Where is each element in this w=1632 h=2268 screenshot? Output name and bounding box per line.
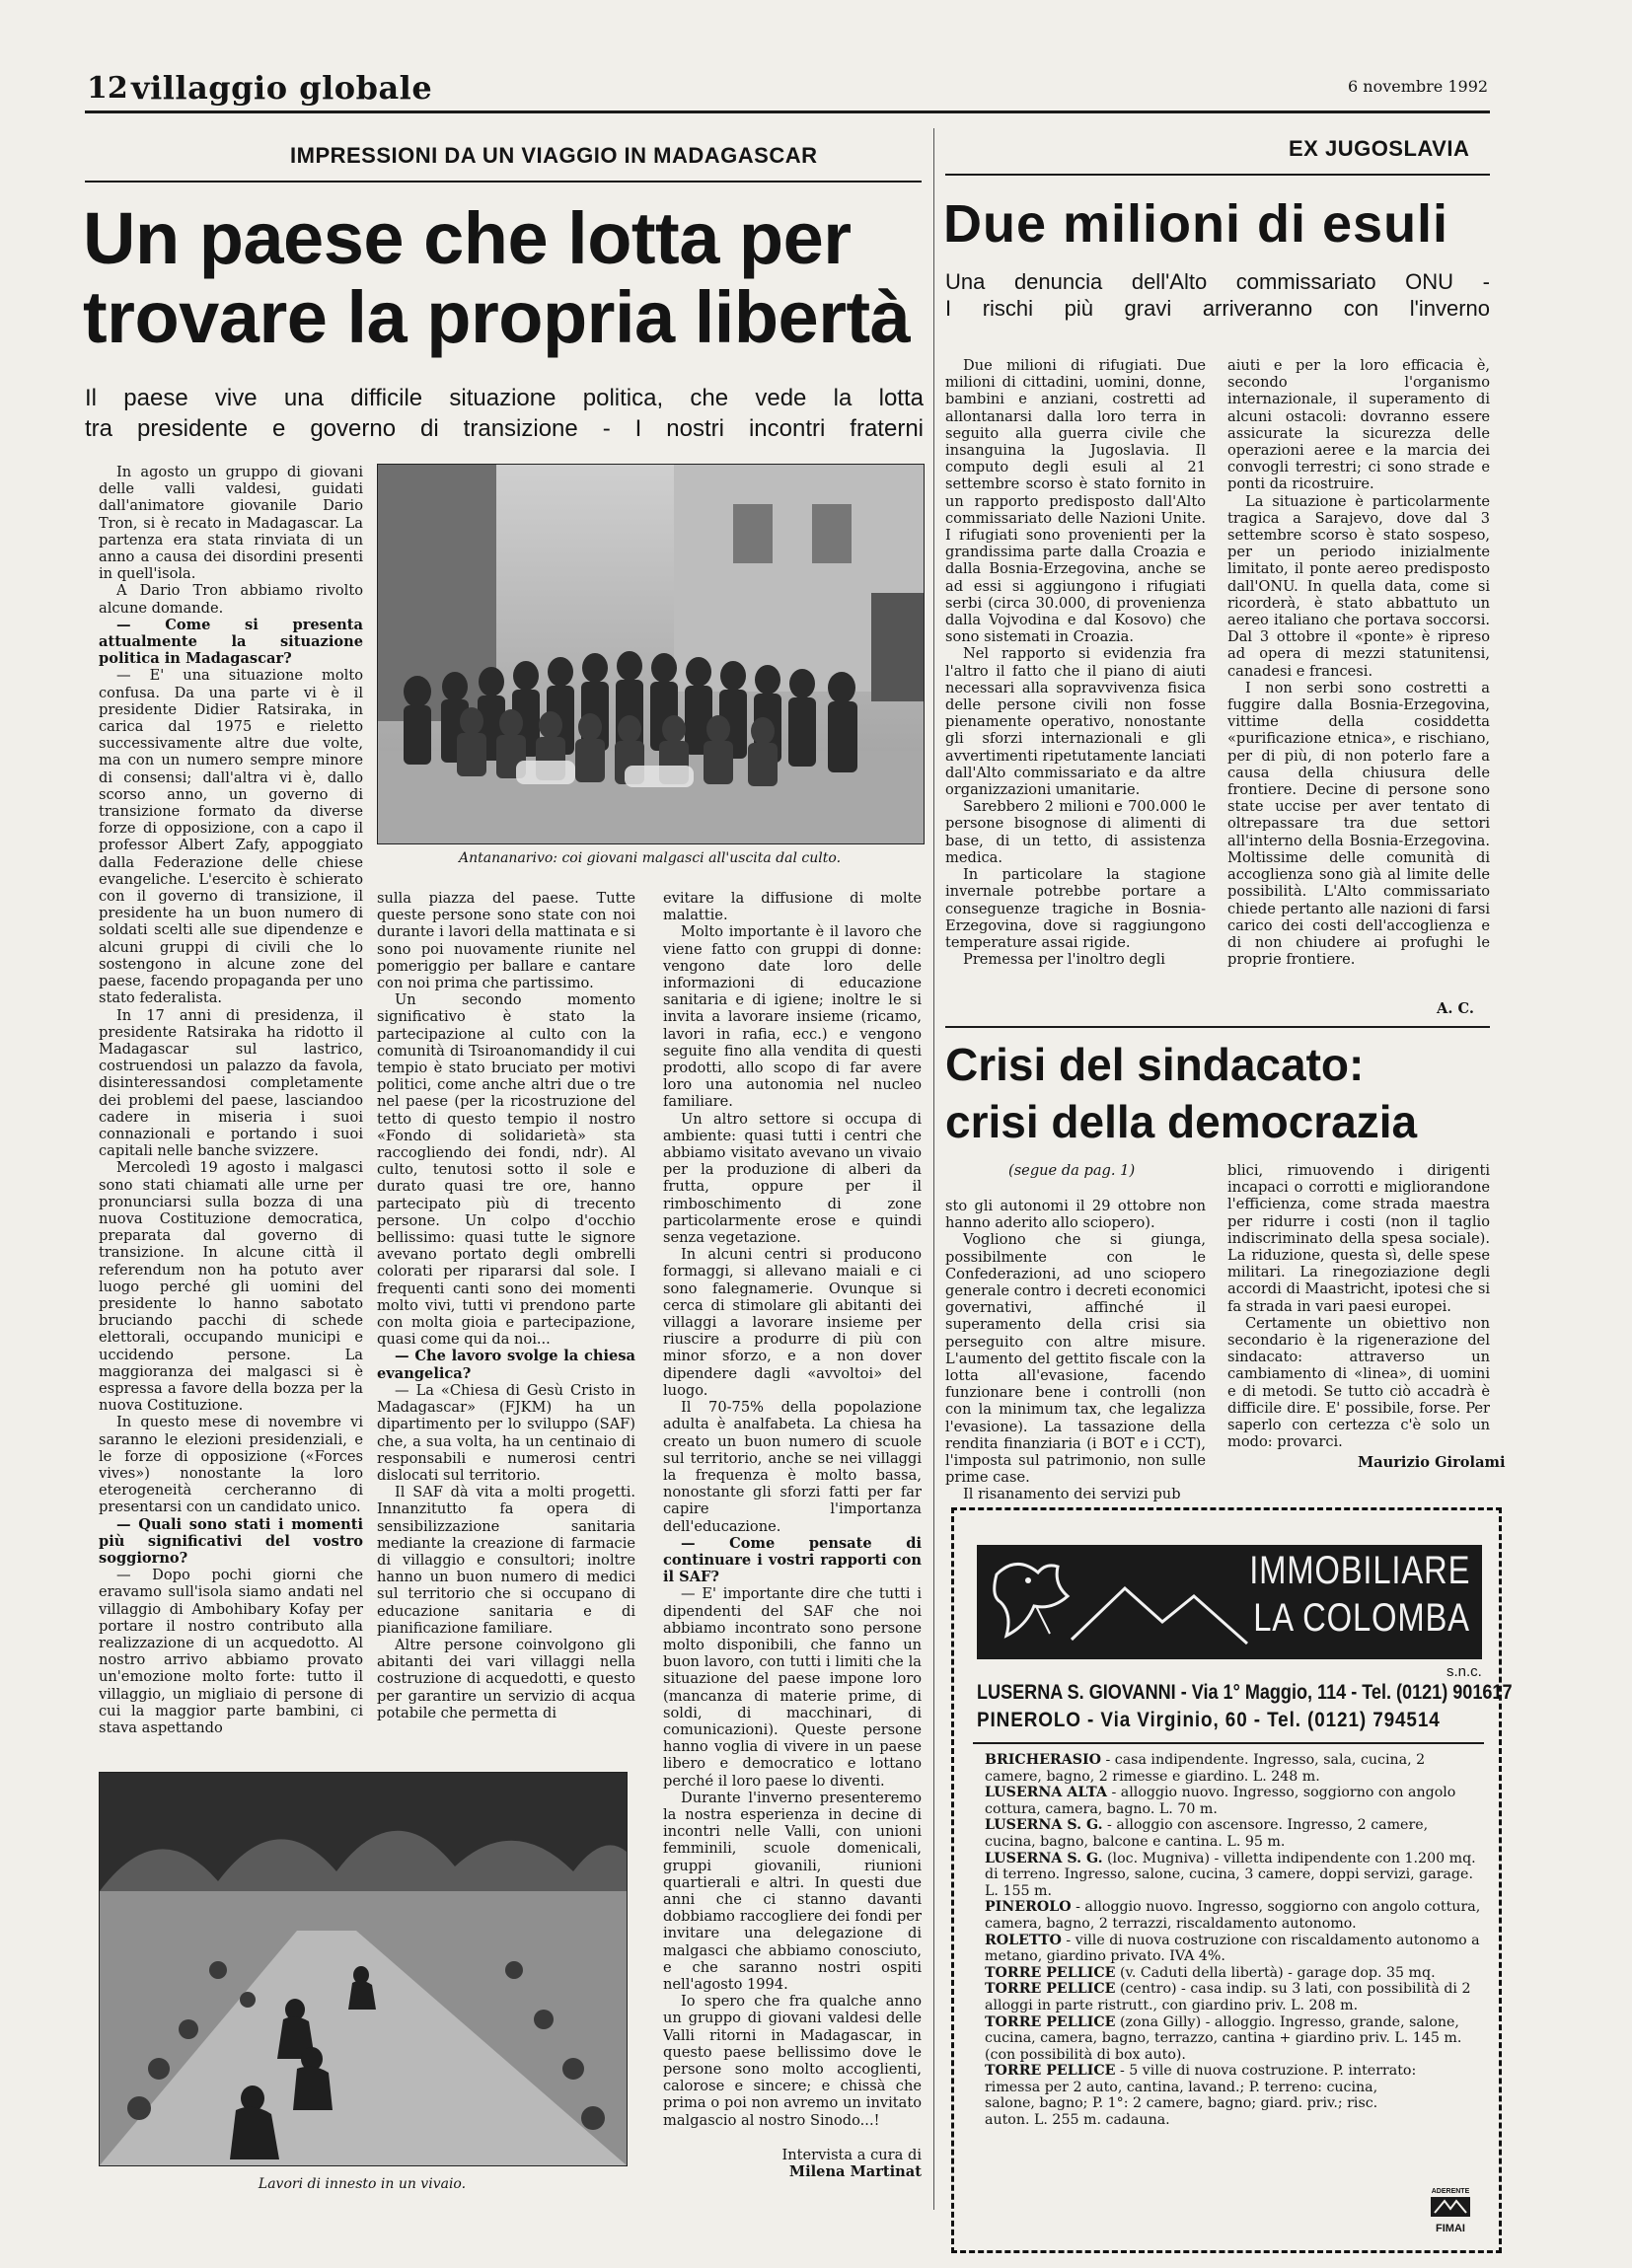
paper-name: villaggio globale — [131, 69, 433, 107]
listing-place: TORRE PELLICE — [985, 1964, 1116, 1981]
advert-address-1: LUSERNA S. GIOVANNI - Via 1° Maggio, 114 - Tel. (0121) 901617 — [977, 1681, 1513, 1704]
column-separator — [933, 128, 934, 2210]
text-paragraph: Un altro settore si occupa di ambiente: quasi tutti i centri che abbiamo visitato avevano un vivaio per la produzione di alberi da frutta, oppure per il rimboschimento di zone particolarmente erose e quindi senza vegetazione. — [663, 1110, 922, 1247]
text-paragraph: Nel rapporto si evidenzia fra l'altro il fatto che il piano di aiuti necessari alla sopravvivenza fisica delle persone civili non fosse pienamente operativo, nonostante gli sforzi internazionali e gli avvertimenti ripetutamente lanciati dall'Alto commissariato e da altre organizzazioni umanitarie. — [945, 645, 1206, 799]
listing-item — [985, 2014, 1482, 2064]
header-rule — [85, 110, 1490, 113]
headline-line-1: Un paese che lotta per — [83, 197, 852, 279]
listing-place: LUSERNA ALTA — [985, 1785, 1107, 1801]
listing-place: LUSERNA S. G. — [985, 1850, 1103, 1866]
madagascar-column-3 — [663, 890, 922, 2129]
badge-bottom-label: FIMAI — [1436, 2223, 1465, 2234]
listing-item — [985, 1981, 1482, 2013]
subhead-line-2: tra presidente e governo di transizione - I nostri incontri fraterni — [85, 415, 924, 442]
jugoslavia-column-1 — [945, 357, 1206, 968]
signature-jugoslavia: A. C. — [1437, 1000, 1474, 1017]
photo-caption-vivaio: Lavori di innesto in un vivaio. — [258, 2176, 467, 2192]
listing-description: (zona Gilly) - alloggio. Ingresso, grande, salone, cucina, camera, bagno, terrazzo, cantina + giardino priv. L. 145 m. (con possibilità di box auto). — [985, 2013, 1462, 2063]
text-paragraph: Due milioni di rifugiati. Due milioni di cittadini, uomini, donne, bambini e anziani, costretti ad allontanarsi dalla loro terra in seguito alla guerra civile che insanguina la Jugoslavia. Il computo degli esuli al 21 settembre scorso è stato fornito in un rapporto predisposto dall'Alto commissariato delle Nazioni Unite. I rifugiati sono provenienti per la grandissima parte dalla Croazia e dalla Bosnia-Erzegovina, anche se ad essi si aggiungono i rifugiati serbi (circa 30.000, di provenienza dalla Vojvodina e dal Kosovo) che sono sistemati in Croazia. — [945, 357, 1206, 646]
text-paragraph: In 17 anni di presidenza, il presidente Ratsiraka ha ridotto il Madagascar sul lastrico, costruendosi un palazzo da favola, disinteressandosi completamente dei problemi del paese, lasciandoo cadere in miseria i suoi connazionali e portando i suoi capitali nelle banche svizzere. — [99, 1006, 363, 1160]
headline-sindacato-line-1: Crisi del sindacato: — [945, 1039, 1365, 1090]
madagascar-column-2 — [377, 890, 635, 1721]
text-paragraph: sto gli autonomi il 29 ottobre non hanno aderito allo sciopero). — [945, 1198, 1206, 1232]
listing-place: TORRE PELLICE — [985, 1981, 1116, 1998]
section-rule-jugoslavia — [945, 1026, 1490, 1028]
text-paragraph: Altre persone coinvolgono gli abitanti dei vari villaggi nella costruzione di acquedotti, e questo per garantire un servizio di acqua potabile che permetta di — [377, 1636, 635, 1721]
subhead-line-1: Il paese vive una difficile situazione politica, che vede la lotta — [85, 385, 924, 411]
listing-description: - alloggio con ascensore. Ingresso, 2 camere, cucina, bagno, balcone e cantina. L. 95 m. — [985, 1817, 1429, 1850]
text-paragraph: Mercoledì 19 agosto i malgasci sono stati chiamati alle urne per pronunciarsi sulla bozza di una nuova Costituzione democratica, preparata dal governo di transizione. In alcune città il referendum non ha potuto aver luogo perché gli uomini del presidente lo hanno sabotato bruciando pacchi di schede elettorali, occupando municipi e uccidendo persone. La maggioranza dei malgasci si è espressa a favore della bozza per la nuova Costituzione. — [99, 1159, 363, 1415]
listing-description: - alloggio nuovo. Ingresso, soggiorno con angolo cottura, camera, bagno, 2 terrazzi, riscaldamento autonomo. — [985, 1899, 1481, 1932]
byline-author: Milena Martinat — [788, 2163, 922, 2180]
advert-suffix: s.n.c. — [1447, 1663, 1482, 1680]
kicker-rule-madagascar — [85, 181, 922, 183]
fimai-badge-icon — [1425, 2188, 1476, 2237]
mountains-icon — [1072, 1588, 1247, 1644]
listing-item — [985, 1899, 1482, 1932]
advert-rule — [973, 1742, 1484, 1744]
text-paragraph: evitare la diffusione di molte malattie. — [663, 890, 922, 924]
text-paragraph: — La «Chiesa di Gesù Cristo in Madagascar» (FJKM) ha un dipartimento per lo sviluppo (SAF) che, a sua volta, ha un centinaio di responsabili e numerosi centri dislocati sul territorio. — [377, 1381, 635, 1484]
photo-vivaio — [99, 1772, 628, 2166]
text-paragraph: La situazione è particolarmente tragica a Sarajevo, dove dal 3 settembre scorso è stato sospeso, per un periodo inizialmente limitato, il ponte aereo predisposto dall'ONU. In quella data, come si ricorderà, è stato abbattuto un aereo italiano che portava soccorsi. Dal 3 ottobre il «ponte» è ripreso ad opera di mezzi statunitensi, canadesi e francesi. — [1227, 492, 1490, 680]
advert-logo-box — [977, 1545, 1482, 1659]
listing-description: - casa indipendente. Ingresso, sala, cucina, 2 camere, bagno, 2 rimesse e giardino. L. 248 m. — [985, 1752, 1426, 1785]
byline-madagascar — [663, 2147, 922, 2180]
listing-place: LUSERNA S. G. — [985, 1817, 1103, 1834]
dove-icon — [995, 1564, 1068, 1636]
text-paragraph: In questo mese di novembre vi saranno le elezioni presidenziali, e le forze di opposizione («Forces vives») nonostante la loro eterogeneità cercheranno di presentarsi con un candidato unico. — [99, 1414, 363, 1516]
headline-line-2: trovare la propria libertà — [83, 276, 911, 358]
issue-date: 6 novembre 1992 — [1348, 77, 1489, 96]
question-paragraph: — Come pensate di continuare i vostri rapporti con il SAF? — [663, 1534, 922, 1586]
subhead-jugoslavia-line-1: Una denuncia dell'Alto commissariato ONU - — [945, 269, 1490, 294]
photo-nursery-image — [100, 1773, 627, 2165]
advert-brand-line-2: LA COLOMBA — [1253, 1596, 1470, 1640]
kicker-madagascar: IMPRESSIONI DA UN VIAGGIO IN MADAGASCAR — [290, 143, 818, 168]
text-paragraph: A Dario Tron abbiamo rivolto alcune domande. — [99, 582, 363, 617]
author-sindacato: Maurizio Girolami — [1358, 1454, 1506, 1471]
photo-group-image — [378, 465, 924, 843]
listing-item — [985, 1933, 1482, 1965]
text-paragraph: Il SAF dà vita a molti progetti. Innanzitutto fa opera di sensibilizzazione sanitaria mediante la creazione di farmacie di villaggio e consultori; inoltre hanno un buon numero di medici sul territorio che si occupano di educazione sanitaria e di pianificazione familiare. — [377, 1484, 635, 1637]
advert-brand-line-1: IMMOBILIARE — [1248, 1549, 1470, 1592]
question-paragraph: — Quali sono stati i momenti più significativi del vostro soggiorno? — [99, 1515, 363, 1567]
text-paragraph: Certamente un obiettivo non secondario è la rigenerazione del sindacato: attraverso un cambiamento di «linea», di uomini e di metodi. Se tutto ciò accadrà è difficile dire. E' possibile, forse. Per saperlo con certezza c'è solo un modo: provarci. — [1227, 1314, 1490, 1451]
listing-place: TORRE PELLICE — [985, 2013, 1116, 2030]
text-paragraph: Il 70-75% della popolazione adulta è analfabeta. La chiesa ha creato un buon numero di scuole sul territorio, anche se nei villaggi la frequenza è molto bassa, nonostante gli sforzi fatti per far capire l'importanza dell'educazione. — [663, 1399, 922, 1535]
text-paragraph: Durante l'inverno presenteremo la nostra esperienza in decine di incontri nelle Valli, con unioni femminili, scuole domenicali, gruppi giovanili, riunioni quartierali e altri. In questi due anni che ci stanno davanti dobbiamo raccogliere dei fondi per invitare una delegazione di malgasci che abbiamo conosciuto, e che saranno nostri ospiti nell'agosto 1994. — [663, 1789, 922, 1993]
byline-label: Intervista a cura di — [781, 2147, 922, 2163]
listing-place: BRICHERASIO — [985, 1752, 1101, 1768]
subhead-jugoslavia-line-2: I rischi più gravi arriveranno con l'inverno — [945, 296, 1490, 321]
text-paragraph: Io spero che fra qualche anno un gruppo di giovani valdesi delle Valli ritorni in Madagascar, in questo paese bellissimo dove le persone sono molto accoglienti, calorose e sincere; e chissà che prima o poi non avremo un invitato malgascio al nostro Sinodo...! — [663, 1993, 922, 2129]
advert-listings — [985, 1752, 1482, 2129]
text-paragraph: Molto importante è il lavoro che viene fatto con gruppi di donne: vengono date loro delle informazioni di educazione sanitaria e di igiene; inoltre le si invita a lavorare insieme (ricamo, lavori in rafia, ecc.) e vengono seguite fino alla vendita di questi prodotti, allo scopo di far avere loro una autonomia nel nucleo familiare. — [663, 923, 922, 1111]
sindacato-column-1 — [945, 1198, 1206, 1503]
text-paragraph: — E' una situazione molto confusa. Da una parte vi è il presidente Didier Ratsiraka, in carica dal 1975 e rieletto successivamente altre due volte, ma con un numero sempre minore di consensi; dall'altra vi è, dallo scorso anno, un governo di transizione formato da diverse forze di opposizione, con a capo il professor Albert Zafy, appoggiato dalla Federazione delle chiese evangeliche. L'esercito è schierato con il governo di transizione, il presidente ha un buon numero di soldati scelti alle sue dipendenze e alcuni gruppi di civili che lo sostengono in alcune zone del paese, facendo propaganda per uno stato federalista. — [99, 667, 363, 1007]
headline-jugoslavia: Due milioni di esuli — [943, 194, 1449, 254]
text-paragraph: aiuti e per la loro efficacia è, secondo l'organismo internazionale, il superamento di alcuni ostacoli: dovranno essere assicurate la sicurezza delle operazioni aeree e la marcia dei convogli terrestri; ci sono strade e ponti da ricostruire. — [1227, 357, 1490, 493]
listing-item — [985, 2063, 1482, 2128]
subhead-madagascar — [85, 383, 924, 444]
listing-item — [985, 1817, 1482, 1850]
listing-item — [985, 1965, 1482, 1982]
badge-top-label: ADERENTE — [1431, 2188, 1470, 2195]
headline-sindacato — [945, 1036, 1498, 1150]
text-paragraph: In agosto un gruppo di giovani delle valli valdesi, guidati dall'animatore giovanile Dario Tron, si è recato in Madagascar. La partenza era stata rinviata di un anno a causa dei disordini presenti in quell'isola. — [99, 464, 363, 583]
kicker-jugoslavia: EX JUGOSLAVIA — [1289, 136, 1470, 161]
text-paragraph: In alcuni centri si producono formaggi, si allevano maiali e ci sono falegnamerie. Ovunque si cerca di stimolare gli abitanti dei villaggi a lavorare insieme per riuscire a produrre di più con minor sforzo, e a non dover dipendere dagli «avvoltoi» del luogo. — [663, 1246, 922, 1399]
listing-description: - 5 ville di nuova costruzione. P. interrato: rimessa per 2 auto, cantina, lavand.; P. terreno: cucina, salone, bagno; P. 1°: 2 camere, bagno; giard. priv.; risc. auton. L. 255 m. cadauna. — [985, 2063, 1417, 2129]
subhead-jugoslavia — [945, 268, 1490, 322]
text-paragraph: Il risanamento dei servizi pub — [963, 1486, 1181, 1503]
text-paragraph: — Dopo pochi giorni che eravamo sull'isola siamo andati nel villaggio di Ambohibary Kofay per portare il nostro contributo alla realizzazione di un acquedotto. Al nostro arrivo abbiamo provato un'emozione molto forte: tutto il villaggio, un migliaio di persone di cui la maggior parte bambini, ci stava aspettando — [99, 1567, 363, 1737]
text-paragraph: In particolare la stagione invernale potrebbe portare a conseguenze tragiche in Bosnia-Erzegovina, dove si raggiungono temperature assai rigide. — [945, 866, 1206, 951]
text-paragraph: Premessa per l'inoltro degli — [963, 951, 1165, 969]
listing-description: (v. Caduti della libertà) - garage dop. 35 mq. — [1115, 1964, 1436, 1981]
listing-description: - ville di nuova costruzione con riscaldamento autonomo a metano, giardino privato. IVA 4%. — [985, 1932, 1480, 1965]
listing-description: (centro) - casa indip. su 3 lati, con possibilità di 2 alloggi in parte ristrutt., con giardino priv. L. 208 m. — [985, 1981, 1471, 2013]
question-paragraph: — Che lavoro svolge la chiesa evangelica? — [377, 1348, 635, 1382]
jugoslavia-column-2 — [1227, 357, 1490, 968]
sindacato-column-2 — [1227, 1162, 1490, 1450]
text-paragraph: Un secondo momento significativo è stato la partecipazione al culto con la comunità di Tsiroanomandidy il cui tempio è stato bruciato per motivi politici, come anche altri due o tre nel paese (per la ricostruzione del tetto di questo tempio il nostro «Fondo di solidarietà» sta raccogliendo dei fondi, ndr). Al culto, tenutosi sotto il sole e durato quasi tre ore, hanno partecipato più di trecento persone. Un colpo d'occhio bellissimo: quasi tutte le signore avevano portato degli ombrelli colorati per ripararsi dal sole. I frequenti canti sono dei momenti molto vivi, tutti vi prendono parte con molta gioia e partecipazione, quasi come qui da noi... — [377, 991, 635, 1349]
text-paragraph: sulla piazza del paese. Tutte queste persone sono state con noi durante i lavori della mattinata e si sono poi nuovamente riunite nel pomeriggio per ballare e cantare con noi prima che partissimo. — [377, 890, 635, 992]
kicker-rule-jugoslavia — [945, 174, 1490, 176]
text-paragraph: I non serbi sono costretti a fuggire dalla Bosnia-Erzegovina, vittime della cosiddetta «purificazione etnica», e rischiano, per di più, di non poterlo fare a causa della chiusura delle frontiere. Decine di persone sono state uccise per aver tentato di oltrepassare tra due settori all'interno della Bosnia-Erzegovina. Moltissime delle comunità di accoglienza sono già al limite delle possibilità. L'Alto commissariato chiede pertanto alle nazioni di farsi carico dei costi dell'accoglienza e di non chiudere ai profughi le proprie frontiere. — [1227, 679, 1490, 969]
headline-madagascar — [83, 199, 931, 357]
listing-item — [985, 1851, 1482, 1900]
text-paragraph: Vogliono che si giunga, possibilmente con le Confederazioni, ad uno sciopero generale contro i decreti economici governativi, affinché il superamento della crisi sia perseguito con altre misure. L'aumento del gettito fiscale con la lotta all'evasione, facendo funzionare bene i controlli (non con la minimum tax, che legalizza l'evasione). La tassazione della rendita finanziaria (i BOT e i CCT), l'imposta sul patrimonio, non sulle prime case. — [945, 1231, 1206, 1487]
page-number: 12 — [87, 71, 128, 106]
listing-description: (loc. Mugniva) - villetta indipendente con 1.200 mq. di terreno. Ingresso, salone, cucina, 3 camere, doppi servizi, garage. L. 155 m. — [985, 1850, 1476, 1899]
text-paragraph: Sarebbero 2 milioni e 700.000 le persone bisognose di alimenti di base, di un tetto, di assistenza medica. — [945, 798, 1206, 866]
listing-place: PINEROLO — [985, 1899, 1072, 1916]
listing-description: - alloggio nuovo. Ingresso, soggiorno con angolo cottura, camera, bagno. L. 70 m. — [985, 1785, 1456, 1817]
text-paragraph: — E' importante dire che tutti i dipendenti del SAF che noi abbiamo incontrato sono persone molto disponibili, che fanno un buon lavoro, con tutti i limiti che la situazione del paese impone loro (mancanza di materie prime, di soldi, di macchinari, di comunicazioni). Queste persone hanno voglia di vivere in un paese libero e democratico e lottano perché il loro paese lo diventi. — [663, 1585, 922, 1790]
continued-note: (segue da pag. 1) — [1008, 1162, 1136, 1179]
listing-item — [985, 1752, 1482, 1785]
photo-caption-antananarivo: Antananarivo: coi giovani malgasci all'uscita dal culto. — [458, 850, 842, 866]
headline-sindacato-line-2: crisi della democrazia — [945, 1096, 1418, 1147]
question-paragraph: — Come si presenta attualmente la situazione politica in Madagascar? — [99, 616, 363, 668]
badge-mark — [1425, 2195, 1476, 2219]
text-paragraph: blici, rimuovendo i dirigenti incapaci o corrotti e migliorandone l'efficienza, come strada maestra per ridurre i costi (non il taglio indiscriminato della spesa sociale). La riduzione, questa sì, delle spese militari. La rinegoziazione degli accordi di Maastricht, ipotesi che si fa strada in vari paesi europei. — [1227, 1162, 1490, 1315]
advert-address-2: PINEROLO - Via Virginio, 60 - Tel. (0121) 794514 — [977, 1709, 1441, 1731]
listing-place: ROLETTO — [985, 1932, 1062, 1948]
photo-antananarivo — [377, 464, 925, 844]
listing-item — [985, 1785, 1482, 1817]
madagascar-column-1 — [99, 464, 363, 1736]
listing-place: TORRE PELLICE — [985, 2063, 1116, 2080]
